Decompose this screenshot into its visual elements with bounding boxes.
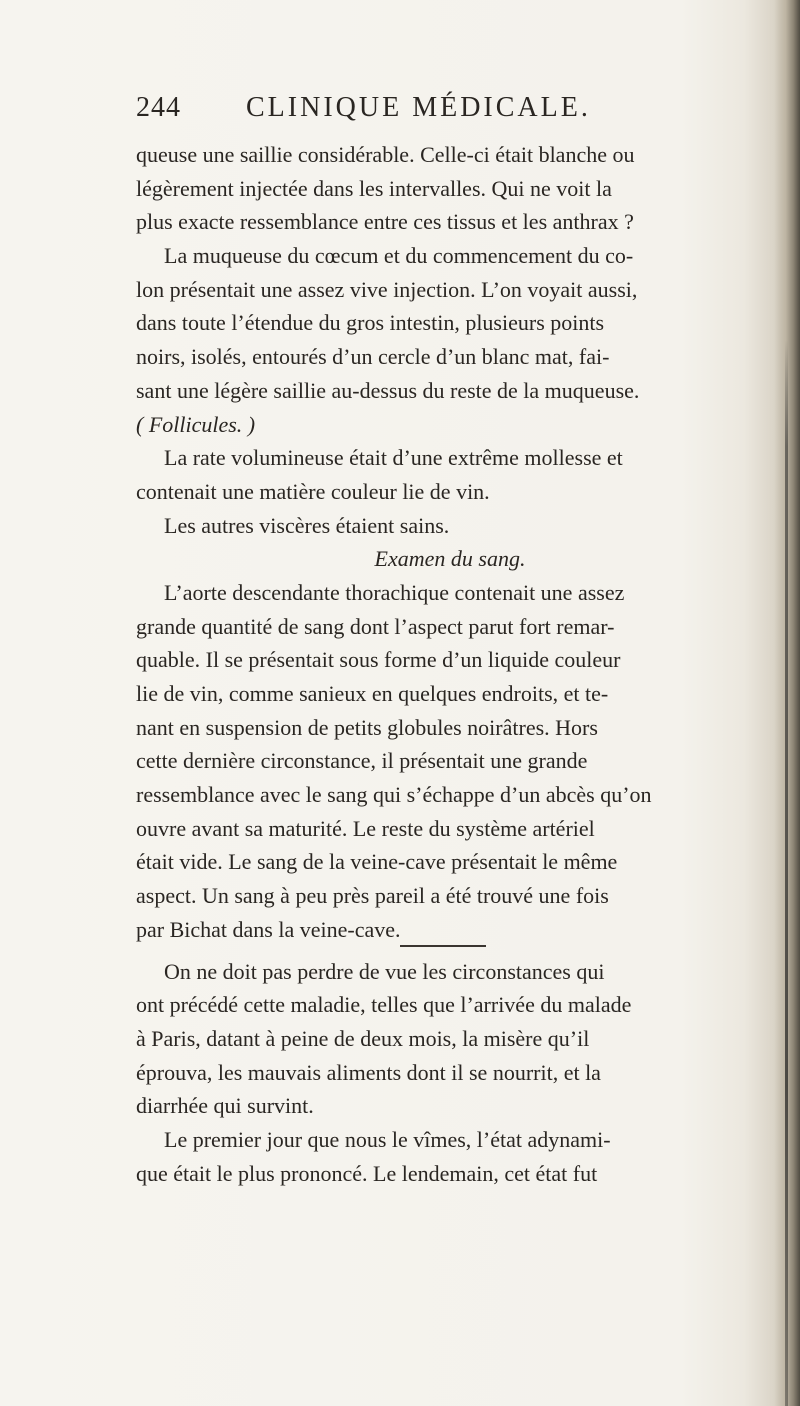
paragraph-start-line: La rate volumineuse était d’une extrême mollesse et	[164, 445, 623, 471]
paragraph-start-line: On ne doit pas perdre de vue les circonstances qui	[164, 958, 605, 984]
text-line: ressemblance avec le sang qui s’échappe d’un abcès qu’on	[136, 782, 652, 808]
text-line: grande quantité de sang dont l’aspect parut fort remar-	[136, 613, 615, 639]
section-heading: Examen du sang.	[374, 546, 526, 572]
text-line: aspect. Un sang à peu près pareil a été trouvé une fois	[136, 883, 609, 909]
running-head	[136, 92, 756, 132]
text-line: queuse une saillie considérable. Celle-ci était blanche ou	[136, 142, 635, 167]
text-line: sant une légère saillie au-dessus du reste de la muqueuse.	[136, 377, 640, 403]
text-line: que était le plus prononcé. Le lendemain, cet état fut	[136, 1160, 598, 1186]
body-text	[136, 138, 764, 1190]
text-line: dans toute l’étendue du gros intestin, plusieurs points	[136, 310, 605, 336]
parenthetical-note: ( Follicules. )	[136, 411, 256, 437]
text-line: légèrement injectée dans les intervalles. Qui ne voit la	[136, 175, 612, 201]
separator-gap	[136, 947, 764, 955]
paragraph-start-line: La muqueuse du cœcum et du commencement du co-	[164, 243, 634, 269]
text-line: nant en suspension de petits globules noirâtres. Hors	[136, 714, 598, 740]
text-line: cette dernière circonstance, il présentait une grande	[136, 748, 588, 774]
text-line: ouvre avant sa maturité. Le reste du système artériel	[136, 815, 595, 841]
running-title: CLINIQUE MÉDICALE.	[246, 92, 591, 123]
page-number: 244	[136, 92, 181, 123]
paragraph-start-line: Les autres viscères étaient sains.	[164, 512, 450, 538]
separator-rule	[400, 945, 486, 947]
text-line: lie de vin, comme sanieux en quelques endroits, et te-	[136, 681, 609, 706]
text-line: par Bichat dans la veine-cave.	[136, 916, 401, 942]
text-line: diarrhée qui survint.	[136, 1093, 314, 1119]
paragraph-start-line: L’aorte descendante thorachique contenait une assez	[164, 579, 625, 605]
text-line: plus exacte ressemblance entre ces tissus et les anthrax ?	[136, 209, 634, 235]
text-line: noirs, isolés, entourés d’un cercle d’un blanc mat, fai-	[136, 344, 610, 370]
text-line: à Paris, datant à peine de deux mois, la misère qu’il	[136, 1025, 590, 1051]
page-gutter-line	[785, 340, 788, 1406]
text-line: lon présentait une assez vive injection. L’on voyait aussi,	[136, 276, 638, 302]
paragraph-start-line: Le premier jour que nous le vîmes, l’état adynami-	[164, 1126, 611, 1152]
text-line: était vide. Le sang de la veine-cave présentait le même	[136, 849, 618, 875]
text-line: contenait une matière couleur lie de vin.	[136, 478, 490, 504]
text-line: quable. Il se présentait sous forme d’un liquide couleur	[136, 647, 621, 673]
text-line: éprouva, les mauvais aliments dont il se nourrit, et la	[136, 1059, 601, 1085]
text-line: ont précédé cette maladie, telles que l’arrivée du malade	[136, 992, 632, 1018]
